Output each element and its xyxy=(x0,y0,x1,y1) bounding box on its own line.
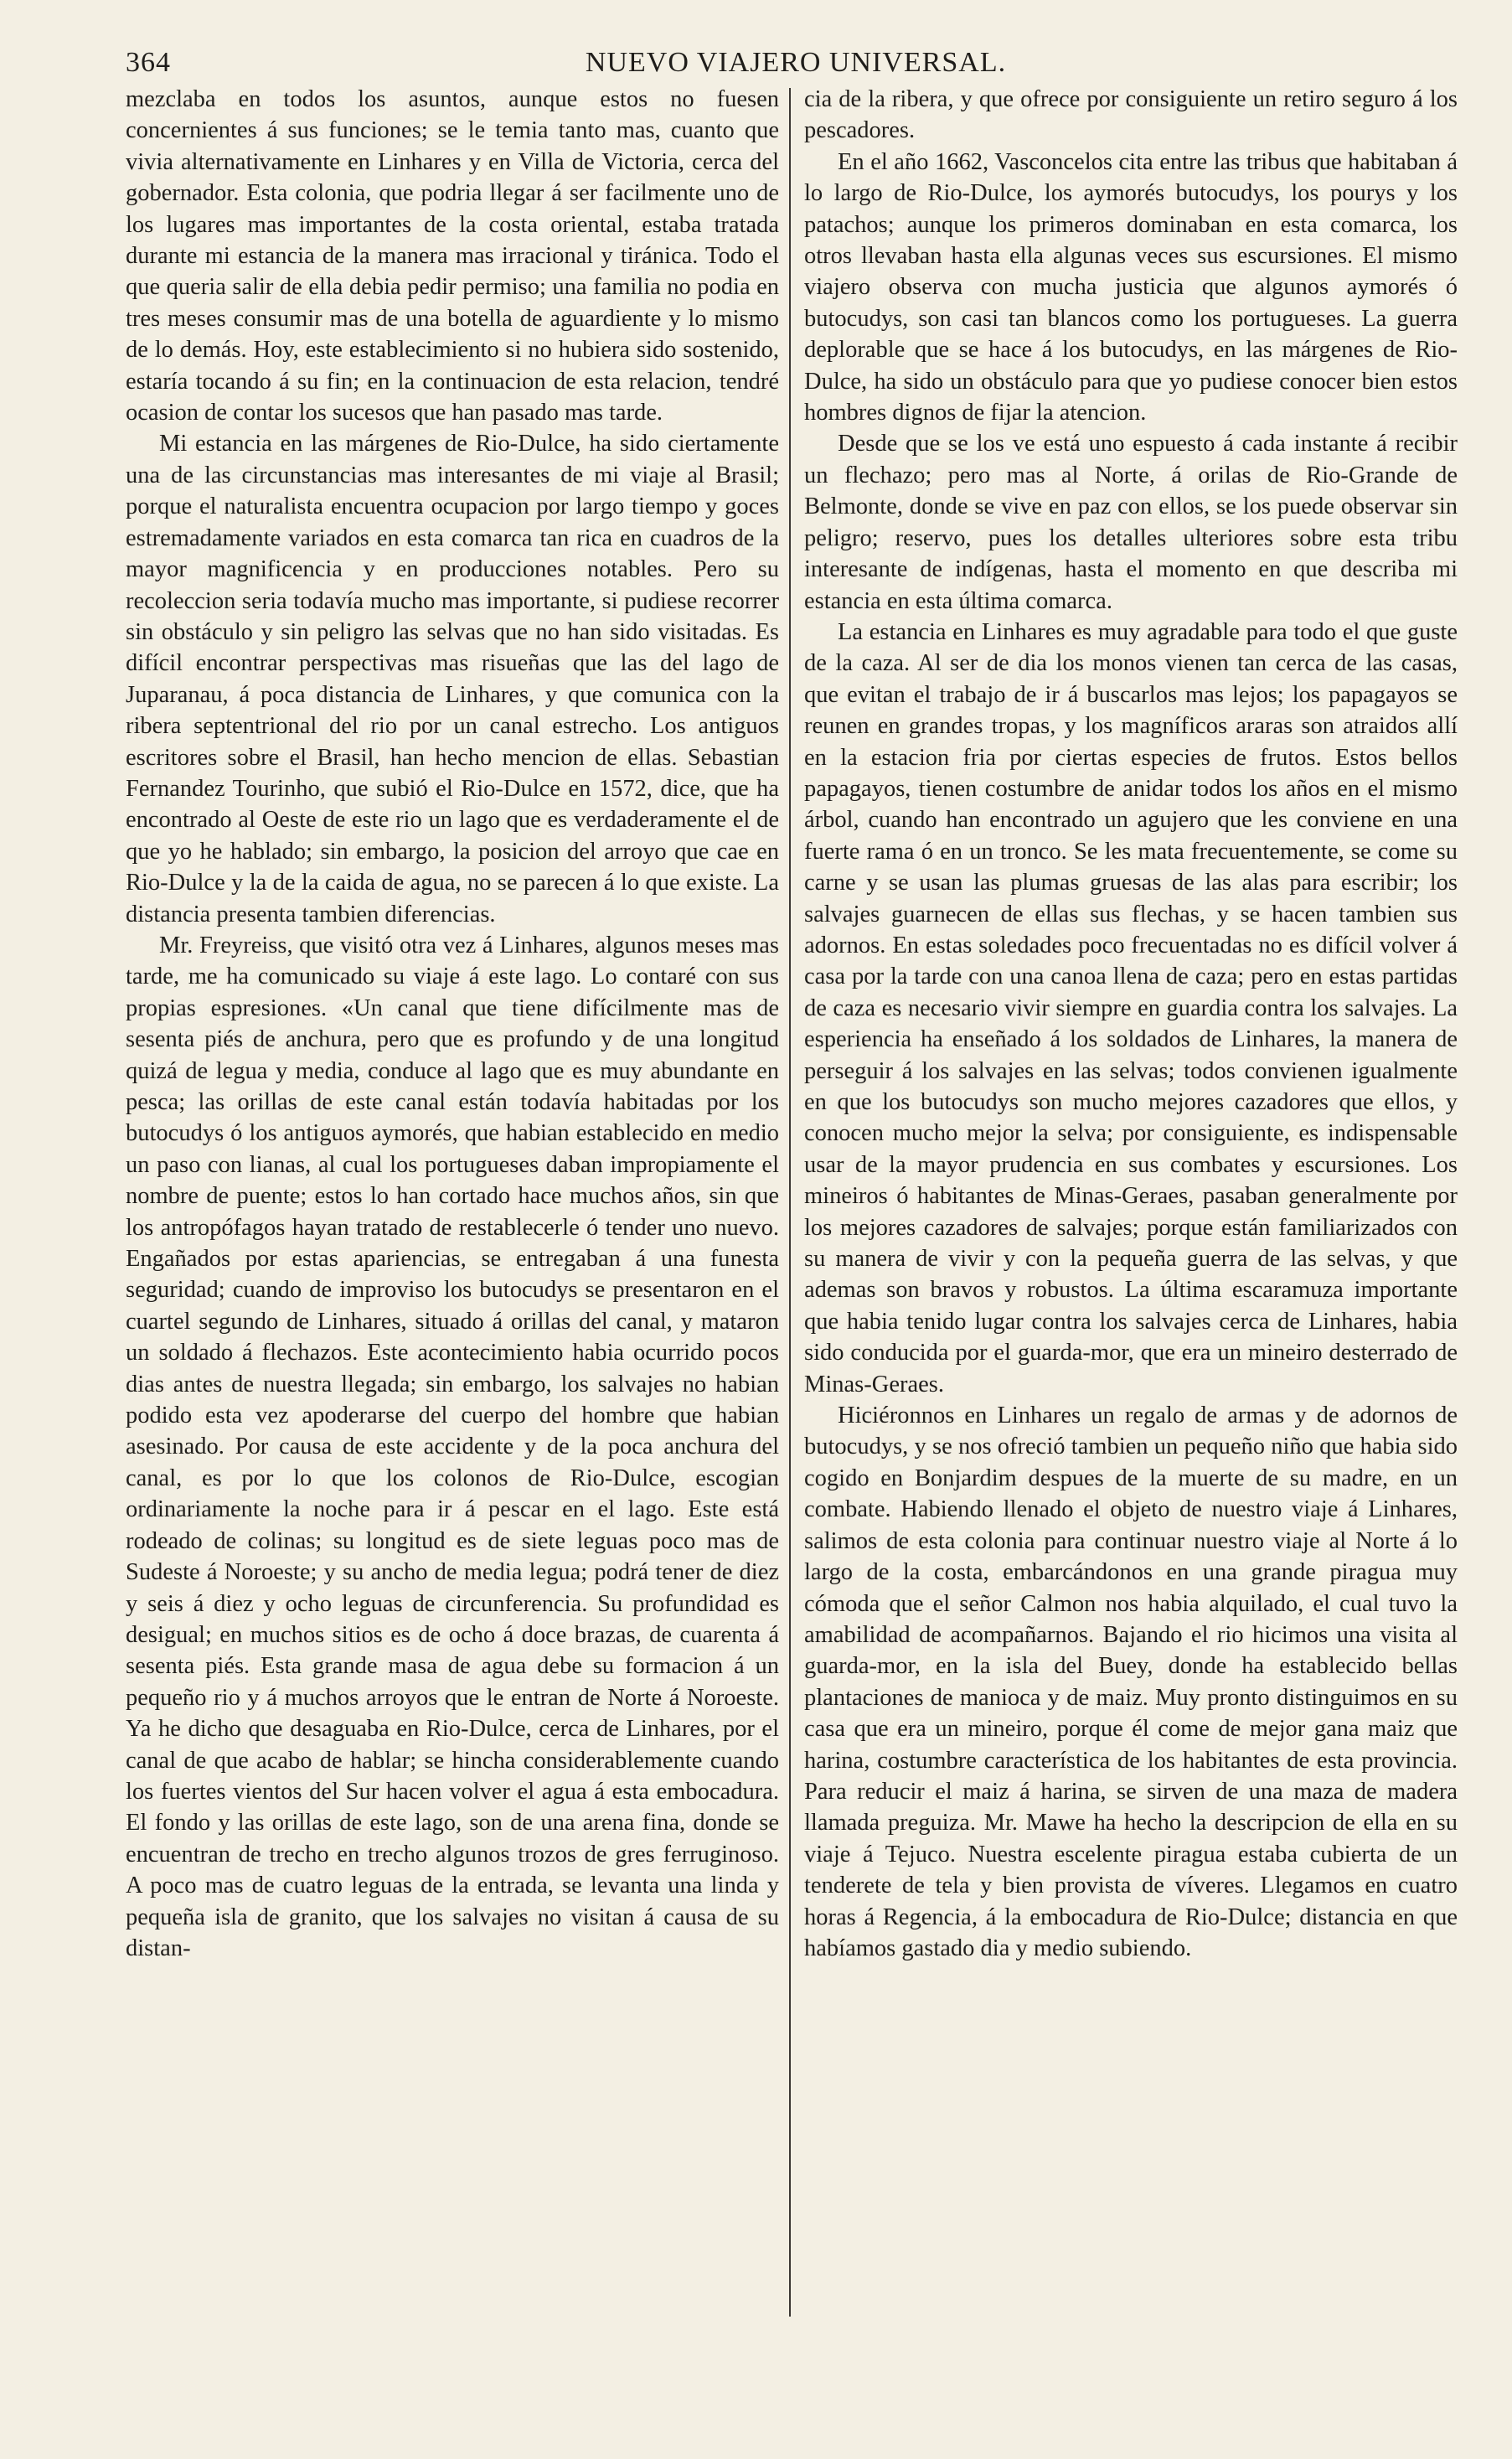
page-number: 364 xyxy=(126,47,171,78)
page-header xyxy=(126,40,1466,90)
paragraph: cia de la ribera, y que ofrece por consiguiente un retiro seguro á los pescadores. xyxy=(804,86,1458,144)
paragraph: Mi estancia en las márgenes de Rio-Dulce, ha sido ciertamente una de las circunstancias mas interesantes de mi viaje al Brasil; porque el naturalista encuentra ocupacion por largo tiempo y goces estremadamente variados en esta comarca tan rica en cuadros de la mayor magnificencia y en producciones notables. Pero su recoleccion seria todavía mucho mas importante, si pudiese recorrer sin obstáculo y sin peligro las selvas que no han sido visitadas. Es difícil encontrar perspectivas mas risueñas que las del lago de Juparanau, á poca distancia de Linhares, y que comunica con la ribera septentrional del rio por un canal estrecho. Los antiguos escritores sobre el Brasil, han hecho mencion de ellas. Sebastian Fernandez Tourinho, que subió el Rio-Dulce en 1572, dice, que ha encontrado al Oeste de este rio un lago que es verdaderamente el de que yo he hablado; sin embargo, la posicion del arroyo que cae en Rio-Dulce y la de la caida de agua, no se parecen á lo que existe. La distancia presenta tambien diferencias. xyxy=(126,431,779,927)
paragraph: mezclaba en todos los asuntos, aunque estos no fuesen concernientes á sus funciones; se le temia tanto mas, cuanto que vivia alternativamente en Linhares y en Villa de Victoria, cerca del gobernador. Esta colonia, que podria llegar á ser facilmente uno de los lugares mas importantes de la costa oriental, estaba tratada durante mi estancia de la manera mas irracional y tiránica. Todo el que queria salir de ella debia pedir permiso; una familia no podia en tres meses consumir mas de una botella de aguardiente y lo mismo de lo demás. Hoy, este establecimiento si no hubiera sido sostenido, estaría tocando á su fin; en la continuacion de esta relacion, tendré ocasion de contar los sucesos que han pasado mas tarde. xyxy=(126,86,779,426)
column-divider xyxy=(789,88,791,2317)
running-title: NUEVO VIAJERO UNIVERSAL. xyxy=(585,47,1007,78)
paragraph: La estancia en Linhares es muy agradable para todo el que guste de la caza. Al ser de dia los monos vienen tan cerca de las casas, que evitan el trabajo de ir á buscarlos mas lejos; los papagayos se reunen en grandes tropas, y los magníficos araras son atraidos allí en la estacion fria por ciertas especies de frutos. Estos bellos papagayos, tienen costumbre de anidar todos los años en el mismo árbol, cuando han encontrado un agujero que les conviene en una fuerte rama ó en un tronco. Se les mata frecuentemente, se come su carne y se usan las plumas gruesas de las alas para escribir; los salvajes guarnecen de ellas sus flechas, y se hacen tambien sus adornos. En estas soledades poco frecuentadas no es difícil volver á casa por la tarde con una canoa llena de caza; pero en estas partidas de caza es necesario vivir siempre en guardia contra los salvajes. La esperiencia ha enseñado á los soldados de Linhares, la manera de perseguir á los salvajes en las selvas; todos convienen igualmente en que los butocudys son mucho mejores cazadores que ellos, y conocen mucho mejor la selva; por consiguiente, es indispensable usar de la mayor prudencia en sus combates y escursiones. Los mineiros ó habitantes de Minas-Geraes, pasaban generalmente por los mejores cazadores de salvajes; porque están familiarizados con su manera de vivir y con la pequeña guerra de las selvas, y que ademas son bravos y robustos. La última escaramuza importante que habia tenido lugar contra los salvajes cerca de Linhares, habia sido conducida por el guarda-mor, que era un mineiro desterrado de Minas-Geraes. xyxy=(804,618,1458,1397)
paragraph: Desde que se los ve está uno espuesto á cada instante á recibir un flechazo; pero mas al Norte, á orilas de Rio-Grande de Belmonte, donde se vive en paz con ellos, se los puede observar sin peligro; reservo, pues los detalles ulteriores sobre esta tribu interesante de indígenas, hasta el momento en que describa mi estancia en esta última comarca. xyxy=(804,431,1458,614)
paragraph: En el año 1662, Vasconcelos cita entre las tribus que habitaban á lo largo de Rio-Dulce, los aymorés butocudys, los pourys y los patachos; aunque los primeros dominaban en esta comarca, los otros llevaban hasta ella algunas veces sus escursiones. El mismo viajero observa con mucha justicia que algunos aymorés ó butocudys, son casi tan blancos como los portugueses. La guerra deplorable que se hace á los butocudys, en las márgenes de Rio-Dulce, ha sido un obstáculo para que yo pudiese conocer bien estos hombres dignos de fijar la atencion. xyxy=(804,148,1458,426)
paragraph: Mr. Freyreiss, que visitó otra vez á Linhares, algunos meses mas tarde, me ha comunicado su viaje á este lago. Lo contaré con sus propias espresiones. «Un canal que tiene difícilmente mas de sesenta piés de anchura, pero que es profundo y de una longitud quizá de legua y media, conduce al lago que es muy abundante en pesca; las orillas de este canal están todavía habitadas por los butocudys ó los antiguos aymorés, que habian establecido en medio un paso con lianas, al cual los portugueses daban impropiamente el nombre de puente; estos lo han cortado hace muchos años, sin que los antropófagos hayan tratado de restablecerle ó tender uno nuevo. Engañados por estas apariencias, se entregaban á una funesta seguridad; cuando de improviso los butocudys se presentaron en el cuartel segundo de Linhares, situado á orillas del canal, y mataron un soldado á flechazos. Este acontecimiento habia ocurrido pocos dias antes de nuestra llegada; sin embargo, los salvajes no habian podido esta vez apoderarse del cuerpo del hombre que habian asesinado. Por causa de este accidente y de la poca anchura del canal, es por lo que los colonos de Rio-Dulce, escogian ordinariamente la noche para ir á pescar en el lago. Este está rodeado de colinas; su longitud es de siete leguas poco mas de Sudeste á Noroeste; y su ancho de media legua; podrá tener de diez y seis á diez y ocho leguas de circunferencia. Su profundidad es desigual; en muchos sitios es de ocho á doce brazas, de cuarenta á sesenta piés. Esta grande masa de agua debe su formacion á un pequeño rio y á muchos arroyos que le entran de Norte á Noroeste. Ya he dicho que desaguaba en Rio-Dulce, cerca de Linhares, por el canal de que acabo de hablar; se hincha considerablemente cuando los fuertes vientos del Sur hacen volver el agua á esta embocadura. El fondo y las orillas de este lago, son de una arena fina, donde se encuentran de trecho en trecho algunos trozos de gres ferruginoso. A poco mas de cuatro leguas de la entrada, se levanta una linda y pequeña isla de granito, que los salvajes no visitan á causa de su distan- xyxy=(126,932,779,1961)
right-column xyxy=(804,84,1458,2421)
paragraph: Hiciéronnos en Linhares un regalo de armas y de adornos de butocudys, y se nos ofreció tambien un pequeño niño que habia sido cogido en Bonjardim despues de la muerte de su madre, en un combate. Habiendo llenado el objeto de nuestro viaje á Linhares, salimos de esta colonia para continuar nuestro viaje al Norte á lo largo de la costa, embarcándonos en una grande piragua muy cómoda que el señor Calmon nos habia alquilado, el cual tuvo la amabilidad de acompañarnos. Bajando el rio hicimos una visita al guarda-mor, en la isla del Buey, donde ha establecido bellas plantaciones de manioca y de maiz. Muy pronto distinguimos en su casa que era un mineiro, porque él come de mejor gana maiz que harina, costumbre característica de los habitantes de esta provincia. Para reducir el maiz á harina, se sirven de una maza de madera llamada preguiza. Mr. Mawe ha hecho la descripcion de ella en su viaje á Tejuco. Nuestra escelente piragua estaba cubierta de un tenderete de tela y bien provista de víveres. Llegamos en cuatro horas á Regencia, á la embocadura de Rio-Dulce; distancia en que habíamos gastado dia y medio subiendo. xyxy=(804,1403,1458,1961)
left-column xyxy=(126,84,779,2421)
